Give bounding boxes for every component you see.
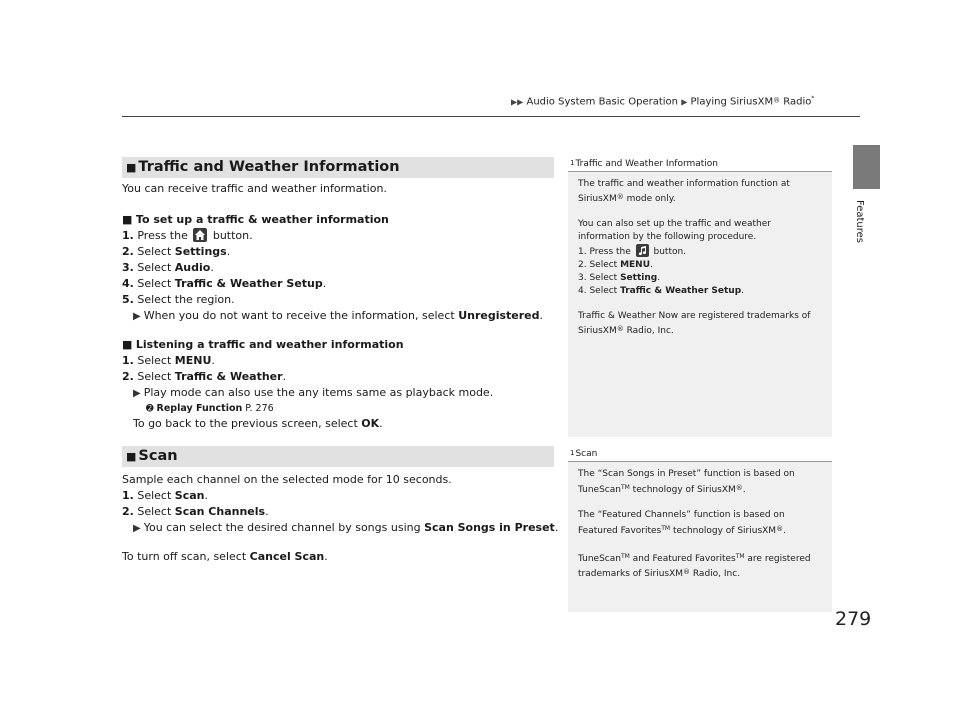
music-note-icon	[636, 244, 649, 257]
triangle-bullet-icon: ▶	[133, 388, 141, 399]
square-bullet-icon: ■	[126, 161, 137, 174]
square-bullet-icon: ■	[122, 338, 133, 351]
sub-step: ▶ When you do not want to receive the information, select Unregistered.	[133, 309, 544, 322]
breadcrumb-item: Playing SiriusXM	[690, 96, 774, 108]
paragraph: To turn off scan, select Cancel Scan.	[122, 550, 328, 563]
note-step: 3. Select Setting.	[578, 273, 661, 283]
sub-step: ▶ Play mode can also use the any items same as playback mode.	[133, 386, 494, 399]
section-heading-traffic: ■ Traffic and Weather Information	[122, 157, 554, 178]
step: 1. Select Scan.	[122, 489, 208, 502]
square-bullet-icon: ■	[126, 450, 137, 463]
step: 3. Select Audio.	[122, 261, 214, 274]
section-tab	[853, 145, 880, 189]
paragraph: You can receive traffic and weather information.	[122, 182, 387, 195]
paragraph: To go back to the previous screen, select OK.	[133, 417, 383, 430]
step: 4. Select Traffic & Weather Setup.	[122, 277, 327, 290]
note-title: 1Scan	[568, 447, 832, 462]
note-title: 1Traffic and Weather Information	[568, 157, 832, 172]
breadcrumb-item: Audio System Basic Operation	[526, 96, 678, 108]
triangle-bullet-icon: ▶	[133, 311, 141, 322]
step: 5. Select the region.	[122, 293, 235, 306]
header-rule	[122, 116, 860, 117]
page-ref-icon: ➋	[146, 404, 154, 414]
step: 2. Select Scan Channels.	[122, 505, 269, 518]
sub-step: ▶ You can select the desired channel by songs using Scan Songs in Preset.	[133, 521, 559, 534]
page-number: 279	[835, 608, 872, 630]
paragraph: Sample each channel on the selected mode for 10 seconds.	[122, 473, 452, 486]
step: 1. Press the button.	[122, 229, 253, 242]
page-reference-link[interactable]: ➋ Replay Function P. 276	[146, 403, 274, 414]
chevron-right-icon: ▶	[681, 97, 688, 107]
chevron-right-icon: ▶▶	[511, 97, 524, 107]
section-heading-scan: ■ Scan	[122, 446, 554, 467]
subheading-setup: ■ To set up a traffic & weather information	[122, 213, 389, 226]
side-note-scan: 1Scan The “Scan Songs in Preset” function is based on TuneScan™ technology of SiriusXM®. The “Featured Channels” function is based on Featured Favorites™ technology of SiriusXM®. TuneScan™ and Featured Favorites™ are registered trademarks of SiriusXM® Radio, Inc.	[568, 447, 832, 612]
step: 2. Select Settings.	[122, 245, 231, 258]
triangle-bullet-icon: ▶	[133, 523, 141, 534]
subheading-listen: ■ Listening a traffic and weather information	[122, 338, 404, 351]
breadcrumb: ▶▶ Audio System Basic Operation ▶ Playing SiriusXM® Radio*	[511, 95, 815, 108]
note-step: 2. Select MENU.	[578, 260, 653, 270]
note-step: 4. Select Traffic & Weather Setup.	[578, 286, 745, 296]
step: 2. Select Traffic & Weather.	[122, 370, 287, 383]
side-note-traffic: 1Traffic and Weather Information The traffic and weather information function at SiriusXM® mode only. You can also set up the traffic and weather information by the following procedure. 1. Press the button. 2. Select MENU. 3. Select Setting. 4. Select Traffic & Weather Setup. Traffic & Weather Now are registered trademarks of SiriusXM® Radio, Inc.	[568, 157, 832, 437]
square-bullet-icon: ■	[122, 213, 133, 226]
note-step: 1. Press the button.	[578, 244, 822, 259]
step: 1. Select MENU.	[122, 354, 215, 367]
section-tab-label: Features	[854, 200, 865, 243]
home-icon	[193, 228, 207, 242]
